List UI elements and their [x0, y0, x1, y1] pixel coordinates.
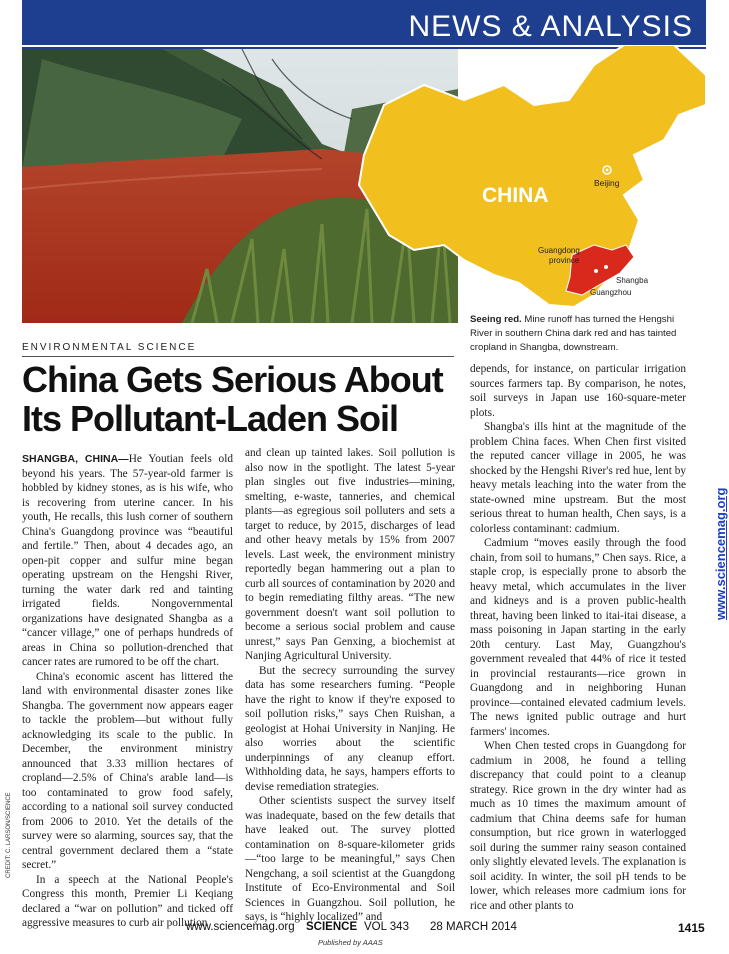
shangba-marker — [604, 265, 608, 269]
map-country-label: CHINA — [482, 184, 549, 207]
paragraph: But the secrecy surrounding the survey data has some researchers fuming. “People have the right to know if they're exposed to soil pollution risks,” says Chen Ruishan, a geologist at Hohai University in Nanjing. He also worries about the scientific underpinnings of any cleanup effort. Withholding data, he says, hampers efforts to devise remediation strategies. — [245, 664, 455, 793]
map-beijing-label: Beijing — [594, 178, 620, 188]
footer-url[interactable]: www.sciencemag.org — [186, 921, 295, 933]
publisher-line: Published by AAAS — [318, 938, 383, 947]
map-shangba-label: Shangba — [616, 276, 649, 285]
page-number: 1415 — [678, 921, 705, 935]
download-link[interactable]: www.sciencemag.org — [713, 487, 728, 620]
section-label: ENVIRONMENTAL SCIENCE — [22, 342, 197, 353]
caption-text: Mine runoff has turned the Hengshi River in southern China dark red and has tainted cropland in Shangba, downstream. — [470, 314, 677, 353]
paragraph: Other scientists suspect the survey itself was inadequate, based on the few details that have leaked out. The survey plotted contamination on 8-square-kilometer grids—“too large to be meaningful,” says Chen Nengchang, a soil scientist at the Guangdong Institute of Eco-Environmental and Soil Sciences in Guangzhou. Soil pollution, he says, is “highly localized” and — [245, 795, 455, 923]
footer-volume: VOL 343 — [364, 921, 409, 933]
photo-caption — [470, 313, 686, 355]
dateline: SHANGBA, CHINA— — [22, 453, 129, 465]
photo-credit: CREDIT: C. LARSON/SCIENCE — [6, 792, 12, 878]
paragraph: In a speech at the National People's Congress this month, Premier Li Keqiang declared a “war on pollution” and ticked off aggressive measures to curb air pollution — [22, 873, 233, 929]
paragraph: and clean up tainted lakes. Soil pollution is also now in the spotlight. The latest 5-year plan singles out five industries—mining, smelting, e-waste, tanneries, and chemical plants—as egregious soil polluters and sets a target to reduce, by 2015, discharges of lead and other heavy metals by 15% from 2007 levels. Last week, the environment ministry reportedly began hammering out a plan to curb all sources of contamination by 2020 and to begin remediating filthy areas. “The new government doesn't want soil pollution to become a serious social problem and cause unrest,” says Pan Genxing, a biochemist at Nanjing Agricultural University. — [245, 447, 455, 662]
map-guangzhou-label: Guangzhou — [590, 288, 632, 297]
map-province-label: Guangdong — [538, 246, 580, 255]
footer-date: 28 MARCH 2014 — [430, 921, 517, 933]
article-column-2 — [245, 446, 455, 925]
article-headline: China Gets Serious About Its Pollutant-Laden Soil — [22, 359, 443, 439]
section-banner-title: NEWS & ANALYSIS — [408, 10, 693, 43]
paragraph: Shangba's ills hint at the magnitude of the problem China faces. When Chen first visited the reputed cancer village in 2005, he was shocked by the Hengshi River's red hue, lent by heavy metals leaching into the water from the state-owned mine upstream. But the most serious threat to human health, Chen says, is a colorless contaminant: cadmium. — [470, 421, 686, 535]
article-column-1 — [22, 452, 233, 931]
paragraph: depends, for instance, on particular irrigation sources farmers tap. By comparison, he notes, soil surveys in Japan use 160-square-meter plots. — [470, 363, 686, 419]
paragraph: SHANGBA, CHINA—He Youtian feels old beyond his years. The 57-year-old farmer is hobbled by kidney stones, as is his wife, who is recovering from uterine cancer. In his youth, He recalls, this lush corner of southern China's Guangdong province was “beautiful and fertile.” Then, about 4 decades ago, an open-pit copper and sulfur mine began operating upstream on the Hengshi River, turning the water dark red and tainting irrigated fields. Nongovernmental organizations have designated Shangba as a “cancer village,” one of perhaps hundreds of areas in China so pollution-drenched that cancer rates are rumored to be off the chart. — [22, 453, 233, 668]
china-map — [344, 45, 706, 311]
section-rule — [22, 356, 454, 357]
paragraph: Cadmium “moves easily through the food chain, from soil to humans,” Chen says. Rice, a staple crop, is especially prone to absorb the heavy metal, which accumulates in the liver and kidneys and is a proven public-health threat, having been linked to itai-itai disease, a mass poisoning in Japan starting in the early 20th century. Last May, Guangzhou's government revealed that 44% of rice it tested in provincial restaurants—rice grown in Guangdong and in neighboring Hunan province—contained elevated cadmium levels. The news ignited public outrage and hurt farmers' incomes. — [470, 537, 686, 738]
china-landmass — [359, 45, 706, 307]
map-province-suffix: province — [549, 256, 580, 265]
footer-journal: SCIENCE — [306, 921, 358, 933]
download-notice — [710, 290, 729, 620]
paragraph: When Chen tested crops in Guangdong for cadmium in 2008, he found a telling discrepancy that could point to a cleanup strategy. Rice grown in the dry winter had as much as 10 times the maximum amount of cadmium that China deems safe for human consumption, but rice grown in waterlogged soil during the summer rainy season contained only slightly elevated levels. The explanation is soil acidity. In winter, the soil pH tends to be lower, which releases more cadmium ions for rice and other plants to — [470, 740, 686, 912]
guangzhou-marker — [594, 269, 598, 273]
paragraph: China's economic ascent has littered the land with environmental disaster zones like Shangba. The government now appears eager to tackle the problem—but without fully acknowledging its scale to the public. In December, the environment ministry announced that 3.33 million hectares of cropland—2.5% of China's arable land—is too contaminated to grow food safely, according to a national soil survey conducted from 2006 to 2010. Yet the details of the survey were so alarming, sources say, that the central government declared them a “state secret.” — [22, 670, 233, 871]
article-column-3 — [470, 362, 686, 913]
caption-lead: Seeing red. — [470, 314, 522, 325]
